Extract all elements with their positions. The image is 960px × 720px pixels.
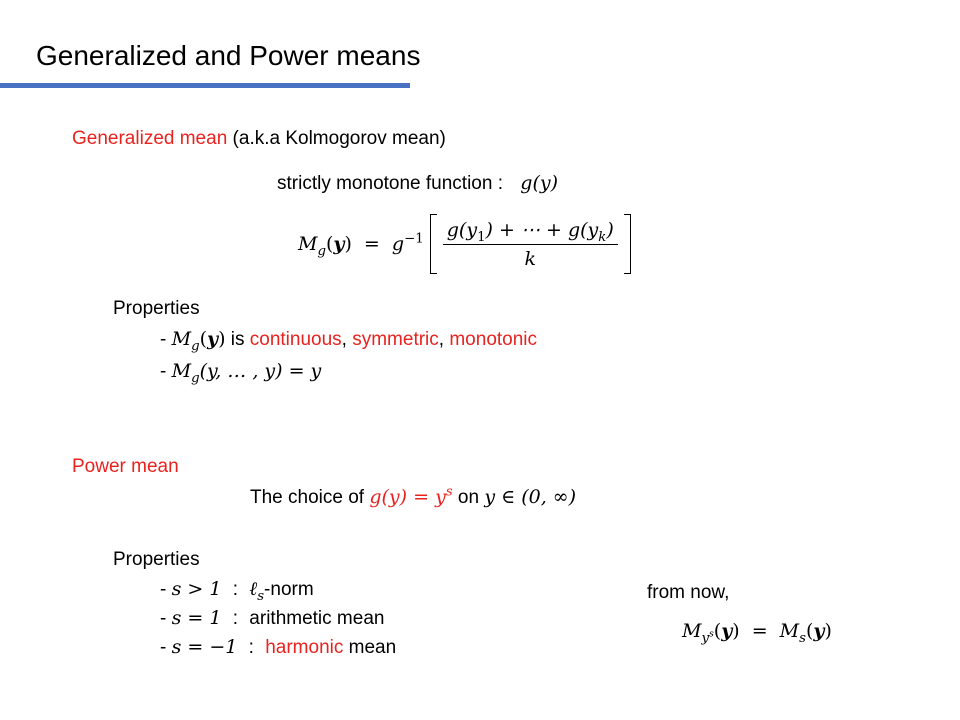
formula-M: M [298,233,318,255]
monotone-fn: g(y) [520,172,559,194]
monotone-label: strictly monotone function : [277,173,503,194]
power-item-2: - s = 1 : arithmetic mean [160,607,385,629]
formula-denominator: k [524,247,537,270]
monotone-line [277,172,558,195]
harmonic-label: harmonic [265,637,344,658]
right-bracket [624,214,631,274]
slide-title: Generalized and Power means [36,40,421,71]
formula-arg: y [333,233,345,255]
power-choice-fn: $g(y) = y^s$ [369,484,453,508]
generalized-formula: $M_g(y) = g^{-1}$ $\frac{g(y_1) + \cdots + g(y_k)}{k}$ [298,214,631,274]
formula-inverse: −1 [404,231,424,247]
formula-M-sub: g [317,243,326,259]
formula-eq: = [363,233,380,255]
power-notation: $M_{y^s}(y) = M_s(y)$ [682,620,832,646]
power-properties-label: Properties [113,549,200,570]
prop-monotonic: monotonic [449,329,538,350]
prop-symmetric: symmetric [352,329,439,350]
formula-fraction [443,219,618,270]
generalized-heading-red: Generalized mean [72,128,228,149]
left-bracket [430,214,437,274]
generalized-heading [72,128,446,150]
power-domain: y ∈ (0, ∞) [484,486,577,508]
generalized-heading-rest: (a.k.a Kolmogorov mean) [227,128,446,149]
formula-g: g [391,233,405,255]
generalized-prop-1: - $M_g(y)$ is continuous, symmetric, monotonic [160,328,538,354]
prop-continuous: continuous [249,329,342,350]
power-heading: Power mean [72,456,179,477]
from-now-label: from now, [647,582,730,603]
generalized-properties-label: Properties [113,298,200,319]
power-item-1: - s > 1 : ℓ$_s$-norm [160,578,314,604]
formula-numerator: $g(y_1)$ + ⋯ + $g(y_k)$ [443,219,618,245]
title-underline [0,83,410,88]
generalized-prop-2: - $M_g(y$, … , y) = y [160,360,322,386]
power-choice-line: The choice of $g(y) = y^s$ on y ∈ (0, ∞) [250,484,577,508]
power-item-3: - s = −1 : harmonic mean [160,636,397,658]
